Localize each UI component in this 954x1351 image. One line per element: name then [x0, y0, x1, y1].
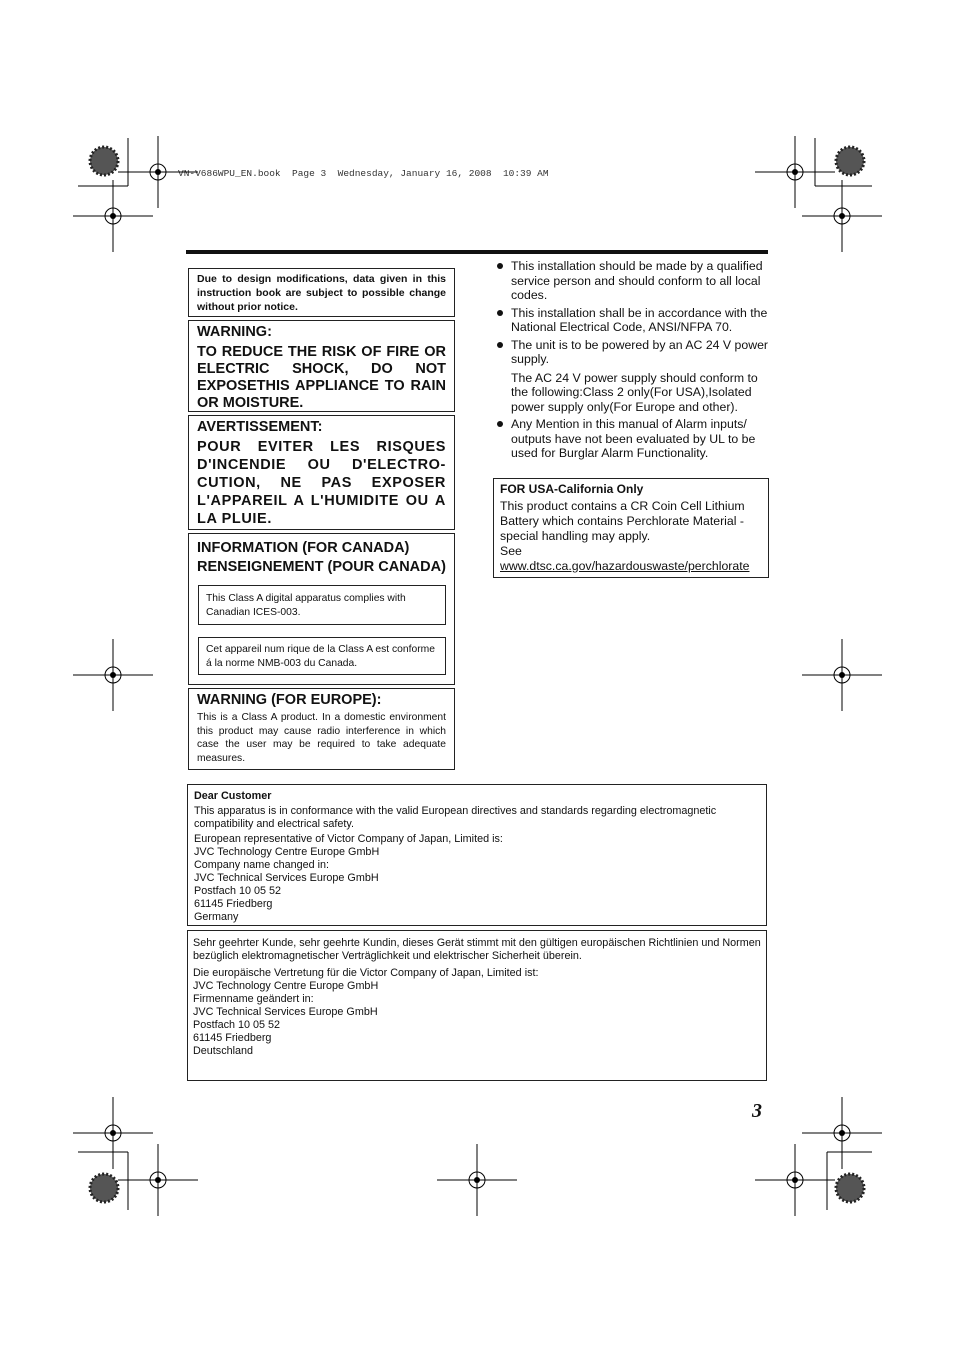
dear-line: JVC Technology Centre Europe GmbH: [194, 846, 380, 858]
dear-customer-box: [187, 784, 767, 926]
german-customer-box: [187, 930, 767, 1081]
crosshair-icon: [118, 1140, 198, 1220]
california-url[interactable]: www.dtsc.ca.gov/hazardouswaste/perchlorate: [500, 558, 750, 573]
europe-title: WARNING (FOR EUROPE):: [197, 692, 382, 708]
dear-line: 61145 Friedberg: [194, 898, 273, 910]
dear-line: Postfach 10 05 52: [194, 885, 282, 897]
german-line: Die europäische Vertretung für die Victor Company of Japan, Limited ist:: [193, 967, 539, 979]
german-line: JVC Technical Services Europe GmbH: [193, 1006, 378, 1018]
print-header: VN-V686WPU_EN.book Page 3 Wednesday, January 16, 2008 10:39 AM: [178, 168, 549, 179]
warning-box: [188, 320, 455, 412]
canada-box: [188, 533, 455, 685]
notice-box: [188, 268, 455, 317]
top-rule: [186, 250, 768, 254]
bullet-icon: [497, 263, 503, 269]
warning-title: WARNING:: [197, 324, 272, 340]
bullet-icon: [497, 421, 503, 427]
dear-line: European representative of Victor Company of Japan, Limited is:: [194, 833, 503, 845]
canada-fr-text: Cet appareil num rique de la Class A est conforme á la norme NMB-003 du Canada.: [206, 644, 435, 669]
california-see: See: [500, 543, 522, 558]
german-line: Firmenname geändert in:: [193, 993, 314, 1005]
crosshair-icon: [437, 1140, 517, 1220]
california-body: This product contains a CR Coin Cell Lithium Battery which contains Perchlorate Material - special handling may apply.: [500, 498, 745, 543]
page-number: 3: [752, 1100, 762, 1122]
canada-en-box: [198, 585, 446, 625]
bullet-icon: [497, 342, 503, 348]
california-title: FOR USA-California Only: [500, 482, 644, 496]
canada-fr-box: [198, 637, 446, 675]
crosshair-icon: [802, 176, 882, 256]
canada-en-text: This Class A digital apparatus complies with Canadian ICES-003.: [206, 593, 406, 618]
dear-line: This apparatus is in conformance with the valid European directives and standards regarding electromagnetic compatibility and electrical safety.: [194, 805, 717, 830]
bullet-item: This installation should be made by a qualified service person and should conform to all local codes.: [497, 259, 769, 303]
avertissement-box: [188, 415, 455, 530]
bullet-item: Any Mention in this manual of Alarm inputs/ outputs have not been evaluated by UL to be used for Burglar Alarm Functionality.: [497, 417, 769, 461]
installation-notes: [497, 259, 769, 464]
crosshair-icon: [73, 635, 153, 715]
warning-body: TO REDUCE THE RISK OF FIRE OR ELECTRIC SHOCK, DO NOT EXPOSETHIS APPLIANCE TO RAIN OR MOISTURE.: [197, 344, 446, 411]
europe-body: This is a Class A product. In a domestic environment this product may cause radio interference in which case the user may be required to take adequate measures.: [197, 712, 446, 764]
europe-box: [188, 688, 455, 770]
dear-line: Germany: [194, 911, 239, 923]
bullet-item: This installation shall be in accordance with the National Electrical Code, ANSI/NFPA 70.: [497, 306, 769, 335]
german-line: Deutschland: [193, 1045, 254, 1057]
registration-mark-icon: [810, 1150, 890, 1230]
dear-customer-title: Dear Customer: [194, 790, 272, 802]
design-notice: Due to design modifications, data given in this instruction book are subject to possible change without prior notice.: [197, 273, 446, 313]
crosshair-icon: [73, 176, 153, 256]
california-box: [493, 478, 769, 578]
dear-line: Company name changed in:: [194, 859, 330, 871]
avertissement-body: POUR EVITER LES RISQUES D'INCENDIE OU D'ELECTRO-CUTION, NE PAS EXPOSER L'APPAREIL A L'HUMIDITE OU A LA PLUIE.: [197, 439, 446, 527]
bullet-item: The unit is to be powered by an AC 24 V power supply. The AC 24 V power supply should conform to the following:Class 2 only(For USA),Isolated power supply only(For Europe and other).: [497, 338, 769, 415]
german-line: JVC Technology Centre Europe GmbH: [193, 980, 379, 992]
crosshair-icon: [802, 635, 882, 715]
dear-line: JVC Technical Services Europe GmbH: [194, 872, 379, 884]
german-line: Postfach 10 05 52: [193, 1019, 281, 1031]
canada-title-fr: RENSEIGNEMENT (POUR CANADA): [197, 559, 446, 575]
canada-title: INFORMATION (FOR CANADA): [197, 540, 410, 556]
german-line: 61145 Friedberg: [193, 1032, 272, 1044]
bullet-icon: [497, 310, 503, 316]
power-note: The AC 24 V power supply should conform to the following:Class 2 only(For USA),Isolated power supply only(For Europe and other).: [511, 370, 758, 414]
avertissement-title: AVERTISSEMENT:: [197, 419, 323, 435]
german-line: Sehr geehrter Kunde, sehr geehrte Kundin, dieses Gerät stimmt mit den gültigen europäischen Richtlinien und Normen bezüglich elektromagnetischer Verträglichkeit und elektrischer Sicherheit überein.: [193, 937, 761, 962]
